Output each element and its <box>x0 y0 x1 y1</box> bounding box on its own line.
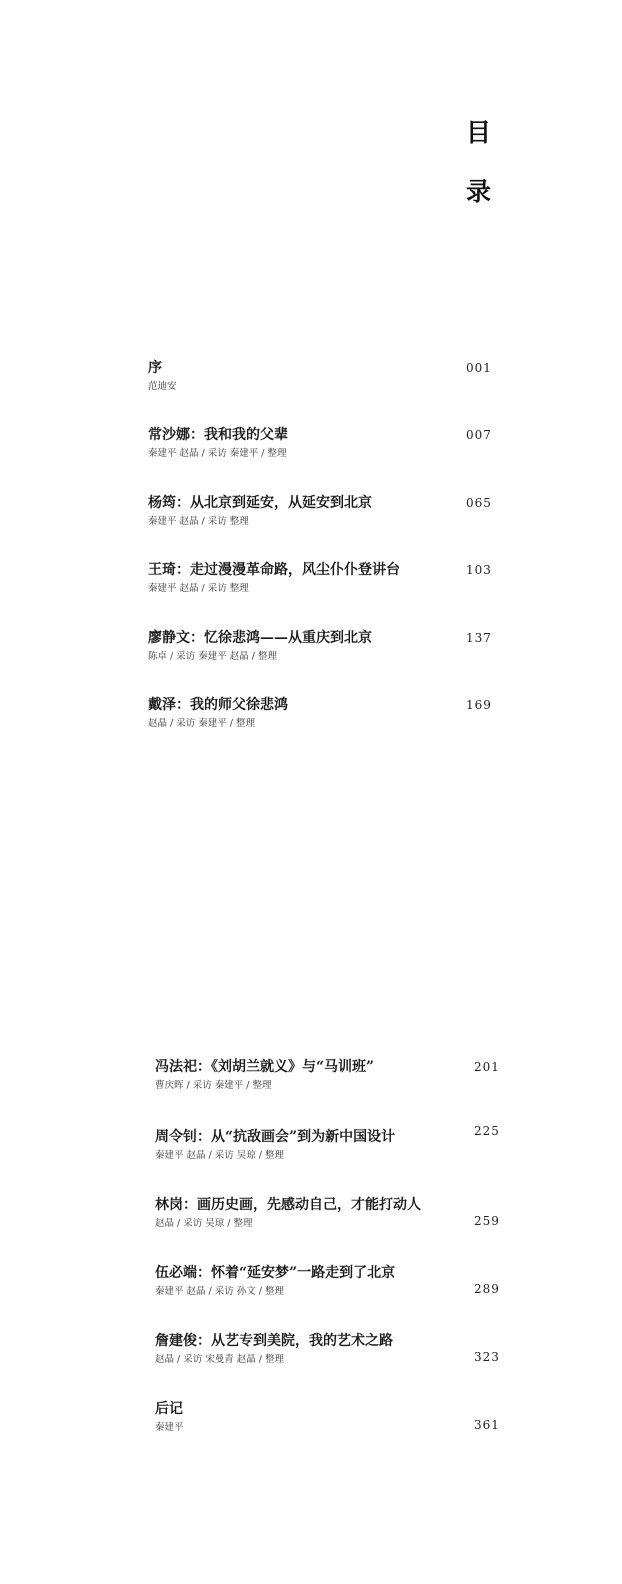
entry-title: 常沙娜：我和我的父辈 <box>148 427 288 443</box>
entry-credit: 秦建平 <box>155 1422 184 1433</box>
entry-title: 林岗：画历史画，先感动自己，才能打动人 <box>155 1197 421 1213</box>
entry-title: 周令钊：从“抗敌画会”到为新中国设计 <box>155 1129 396 1145</box>
entry-title: 詹建俊：从艺专到美院，我的艺术之路 <box>155 1333 393 1349</box>
entry-page-number: 201 <box>474 1060 500 1074</box>
toc-entry-preface[interactable] <box>148 359 177 393</box>
entry-credit: 陈卓 / 采访 秦建平 赵晶 / 整理 <box>148 651 278 662</box>
toc-entry[interactable] <box>148 561 400 595</box>
entry-page-number: 225 <box>474 1124 500 1138</box>
entry-credit: 曹庆晖 / 采访 秦建平 / 整理 <box>155 1080 272 1091</box>
entry-page-number: 103 <box>466 563 492 577</box>
entry-credit: 范迪安 <box>148 381 177 392</box>
toc-entry[interactable] <box>148 696 288 730</box>
toc-entry[interactable] <box>155 1332 393 1366</box>
entry-credit: 秦建平 赵晶 / 采访 秦建平 / 整理 <box>148 448 287 459</box>
entry-title: 后记 <box>155 1401 183 1417</box>
entry-credit: 赵晶 / 采访 秦建平 / 整理 <box>148 718 256 729</box>
entry-credit: 秦建平 赵晶 / 采访 孙文 / 整理 <box>155 1286 285 1297</box>
entry-title: 冯法祀：《刘胡兰就义》与“马训班” <box>155 1059 375 1075</box>
toc-entry[interactable] <box>155 1264 395 1298</box>
entry-page-number: 289 <box>474 1282 500 1296</box>
entry-page-number: 259 <box>474 1214 500 1228</box>
entry-page-number: 007 <box>466 428 492 442</box>
entry-credit: 秦建平 赵晶 / 采访 整理 <box>148 516 249 527</box>
toc-entry[interactable] <box>155 1058 374 1092</box>
entry-credit: 赵晶 / 采访 吴琼 / 整理 <box>155 1218 253 1229</box>
toc-entry[interactable] <box>155 1128 395 1162</box>
toc-heading-char-1: 目 <box>466 118 492 147</box>
entry-page-number: 361 <box>474 1418 500 1432</box>
entry-title: 杨筠：从北京到延安，从延安到北京 <box>148 495 372 511</box>
entry-credit: 秦建平 赵晶 / 采访 吴琼 / 整理 <box>155 1150 285 1161</box>
toc-entry[interactable] <box>155 1196 421 1230</box>
entry-page-number: 323 <box>474 1350 500 1364</box>
toc-entry[interactable] <box>148 426 288 460</box>
entry-title: 王琦：走过漫漫革命路，风尘仆仆登讲台 <box>148 562 400 578</box>
entry-credit: 秦建平 赵晶 / 采访 整理 <box>148 583 249 594</box>
entry-title: 伍必端：怀着“延安梦”一路走到了北京 <box>155 1265 396 1281</box>
toc-entry-afterword[interactable] <box>155 1400 184 1434</box>
entry-page-number: 137 <box>466 631 492 645</box>
toc-entry[interactable] <box>148 629 372 663</box>
toc-entry[interactable] <box>148 494 372 528</box>
toc-heading-char-2: 录 <box>466 177 492 206</box>
entry-page-number: 001 <box>466 361 492 375</box>
entry-credit: 赵晶 / 采访 宋曼青 赵晶 / 整理 <box>155 1354 285 1365</box>
entry-title: 序 <box>148 360 162 376</box>
entry-title: 戴泽：我的师父徐悲鸿 <box>148 697 288 713</box>
entry-page-number: 169 <box>466 698 492 712</box>
entry-page-number: 065 <box>466 496 492 510</box>
entry-title: 廖静文：忆徐悲鸿——从重庆到北京 <box>148 630 372 646</box>
